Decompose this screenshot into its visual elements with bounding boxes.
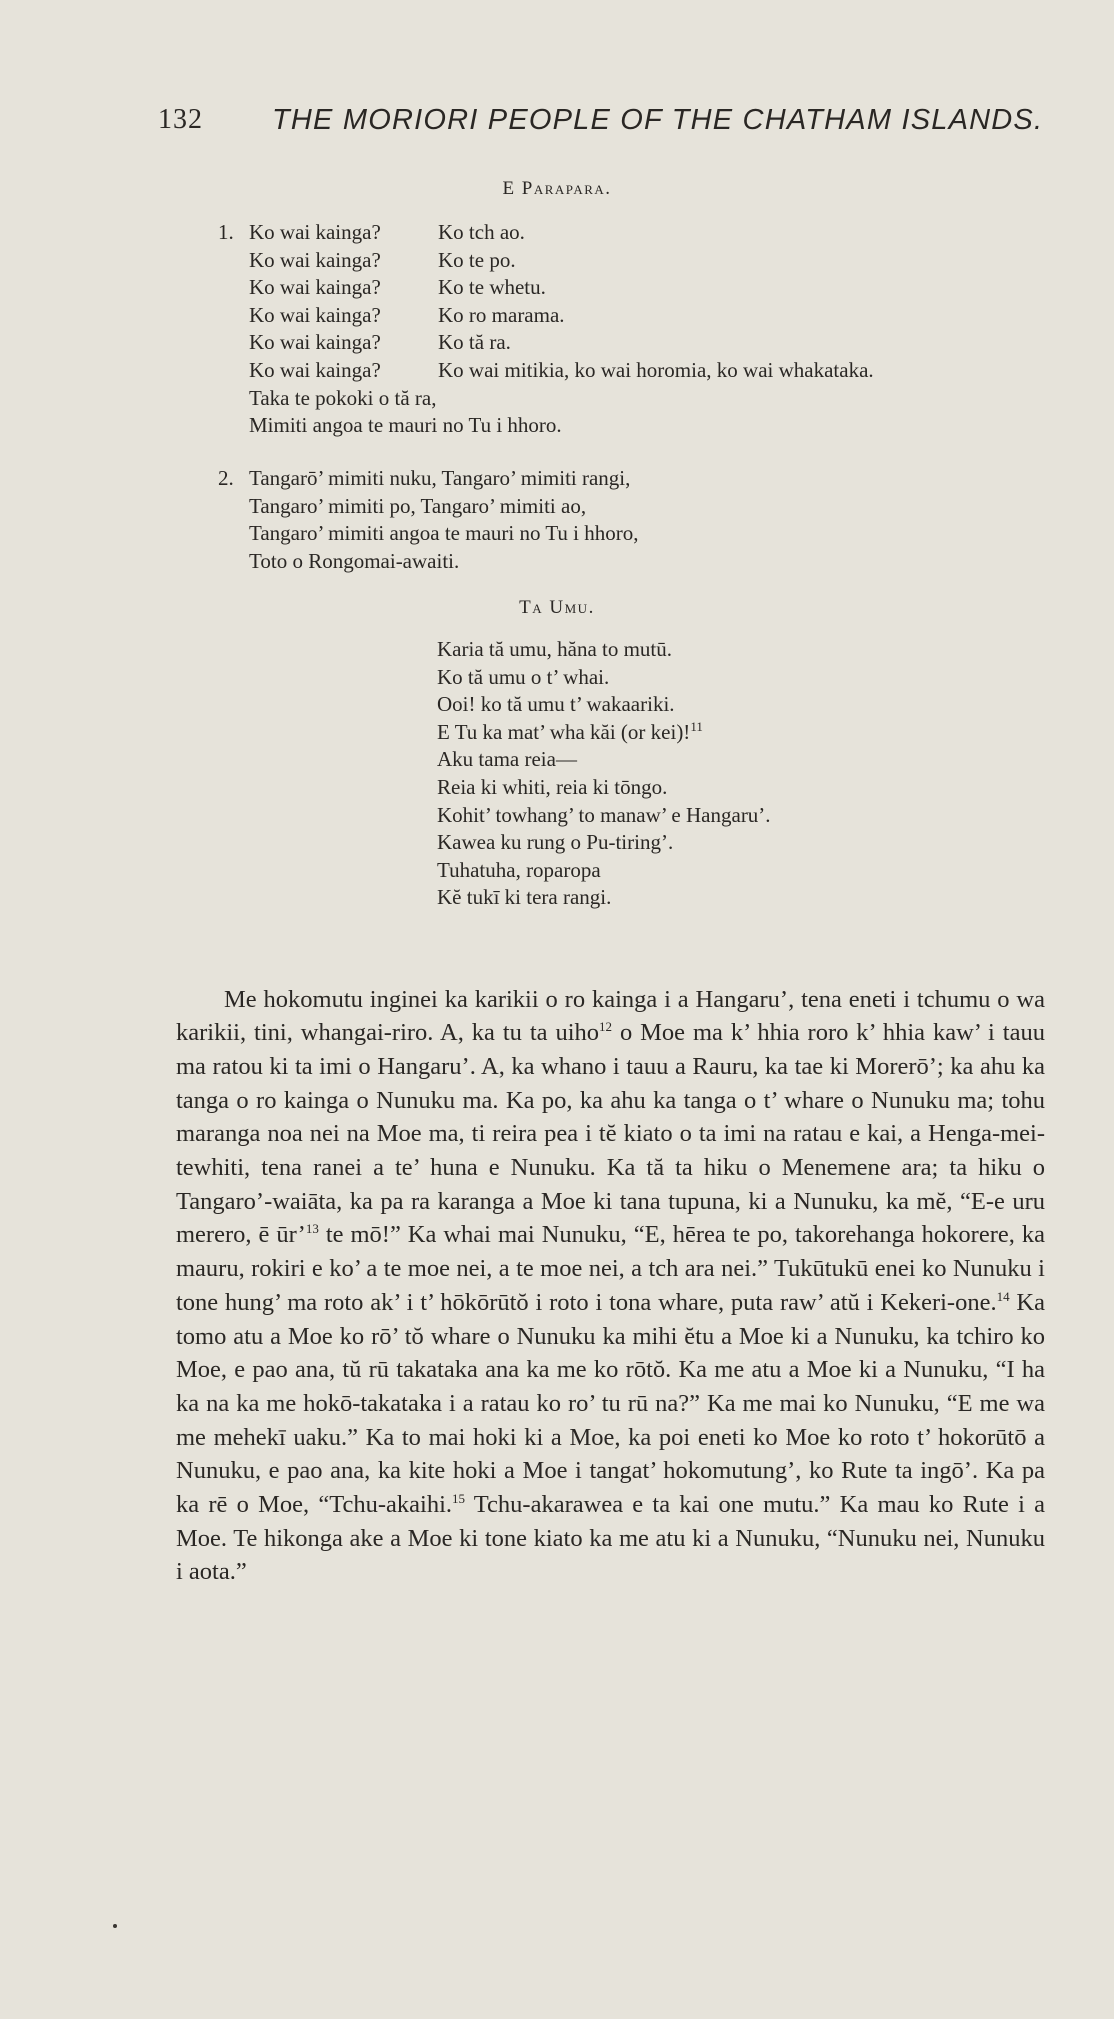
verse-text: Tangaro’ mimiti angoa te mauri no Tu i hhoro, bbox=[249, 521, 639, 546]
verse-answer: Ko te po. bbox=[438, 247, 516, 272]
verse-text: E Tu ka mat’ wha kăi (or kei)! bbox=[437, 719, 691, 744]
verse-question: Ko wai kainga? bbox=[249, 330, 381, 355]
verse-text: Toto o Rongomai-awaiti. bbox=[249, 548, 460, 573]
verse-line: Aku tama reia— bbox=[437, 747, 577, 772]
prose-text: Me hokomutu inginei ka karikii o ro kainga i a Hangaru’, tena eneti i tchumu o wa karikii, tini, whangai-riro. A, ka tu ta uiho bbox=[176, 985, 1045, 1047]
verse-line bbox=[218, 329, 874, 357]
footnote-ref: 13 bbox=[305, 1221, 319, 1237]
chant-ta-umu bbox=[437, 636, 771, 912]
footnote-ref: 12 bbox=[599, 1019, 613, 1035]
prose-text: o Moe ma k’ hhia roro k’ hhia kaw’ i tauu ma ratou ki ta imi o Hangaru’. A, ka whano i tauu a Rauru, ka tae ki Morerō’; ka ahu ka tanga o ro kainga o Nunuku ma. Ka po, ka ahu ka tanga o t’ whare o Nunuku ma; tohu maranga noa nei na Moe ma, ti reira pea i tĕ kiato o ta imi na ratau e kai, a Henga-mei-tewhiti, tena ranei a te’ huna e Nunuku. Ka tă ta hiku o Menemene ara; ta hiku o Tangaro’-waiāta, ka pa ra karanga a Moe ki tana tupuna, ki a Nunuku, ka mĕ, “E-e uru merero, ē ūr’ bbox=[176, 1019, 1045, 1249]
verse-line: Ooi! ko tă umu t’ wakaariki. bbox=[437, 692, 675, 717]
verse-question: Ko wai kainga? bbox=[249, 302, 381, 327]
verse-line bbox=[218, 465, 639, 493]
verse-line bbox=[218, 219, 874, 247]
prose-text: Ka tomo atu a Moe ko rō’ tŏ whare o Nunuku ka mihi ĕtu a Moe ki a Nunuku, ka tchiro ko Moe, e pao ana, tŭ rū takataka ana ka me ko rōtŏ. Ka me atu a Moe ki a Nunuku, “I ha ka na ka me hokō-takataka i a ratau ko ro’ tu rū na?” Ka me mai ko Nunuku, “E me wa me mehekī uaku.” Ka to mai hoki ki a Moe, ka poi eneti ko Moe ko roto t’ hokorūtō a Nunuku, e pao ana, ka kite hoki a Moe i tangat’ hokomutung’, ko Rute ta ingō’. Ka pa ka rē o Moe, “Tchu-akaihi. bbox=[176, 1288, 1045, 1519]
verse-line bbox=[437, 719, 771, 747]
verse-line: Karia tă umu, hăna to mutū. bbox=[437, 637, 673, 661]
verse-line: Reia ki whiti, reia ki tōngo. bbox=[437, 774, 668, 799]
chant-title-e-parapara bbox=[0, 178, 1114, 200]
verse-text: Tangaro’ mimiti po, Tangaro’ mimiti ao, bbox=[249, 493, 587, 518]
chant-title-text: E Parapara. bbox=[502, 178, 612, 199]
prose-paragraph bbox=[176, 983, 1045, 1590]
verse-answer: Ko tă ra. bbox=[438, 330, 511, 355]
verse-line: Tuhatuha, roparopa bbox=[437, 857, 601, 882]
verse-line bbox=[218, 520, 639, 548]
verse-answer: Ko tch ao. bbox=[438, 220, 525, 244]
verse-line bbox=[218, 274, 874, 302]
page-number: 132 bbox=[158, 104, 203, 135]
verse-question: Ko wai kainga? bbox=[249, 220, 381, 244]
verse-question: Ko wai kainga? bbox=[249, 357, 381, 382]
verse-text: Mimiti angoa te mauri no Tu i hhoro. bbox=[249, 413, 562, 438]
footnote-ref: 15 bbox=[452, 1490, 466, 1506]
verse-line: Kĕ tukī ki tera rangi. bbox=[437, 885, 612, 910]
verse-line bbox=[218, 357, 874, 385]
verse-question: Ko wai kainga? bbox=[249, 247, 381, 272]
chant-title-ta-umu bbox=[0, 597, 1114, 619]
verse-text: Tangarō’ mimiti nuku, Tangaro’ mimiti rangi, bbox=[249, 466, 631, 490]
verse-line: Ko tă umu o t’ whai. bbox=[437, 664, 610, 689]
footnote-ref: 14 bbox=[996, 1288, 1010, 1304]
verse-question: Ko wai kainga? bbox=[249, 275, 381, 300]
stanza-number: 2. bbox=[218, 466, 234, 490]
running-head: THE MORIORI PEOPLE OF THE CHATHAM ISLANDS. bbox=[272, 104, 1044, 136]
prose-text: te mō!” Ka whai mai Nunuku, “E, hērea te po, takorehanga hokorere, ka mauru, rokiri e ko’ a te moe nei, a te moe nei, a tch ara nei.” Tukūtukū enei ko Nunuku i tone hung’ ma roto ak’ i t’ hōkōrūtŏ i roto i tona whare, puta raw’ atŭ i Kekeri-one. bbox=[176, 1221, 1045, 1316]
verse-text: Taka te pokoki o tă ra, bbox=[249, 385, 437, 410]
verse-line: Kohit’ towhang’ to manaw’ e Hangaru’. bbox=[437, 802, 771, 827]
verse-line: Kawea ku rung o Pu-tiring’. bbox=[437, 830, 674, 855]
footnote-ref: 11 bbox=[690, 718, 703, 734]
verse-line bbox=[218, 385, 874, 413]
verse-line bbox=[218, 412, 874, 440]
stanza-2 bbox=[218, 465, 639, 575]
verse-answer: Ko te whetu. bbox=[438, 275, 546, 300]
verse-line bbox=[218, 302, 874, 330]
stanza-number: 1. bbox=[218, 220, 234, 244]
prose-text: Tchu-akarawea e ta kai one mutu.” Ka mau ko Rute i a Moe. Te hikonga ake a Moe ki tone kiato ka me atu ki a Nunuku, “Nunuku nei, Nunuku i aota.” bbox=[176, 1491, 1046, 1586]
verse-line bbox=[218, 548, 639, 576]
ink-spot bbox=[113, 1924, 117, 1928]
verse-answer: Ko wai mitikia, ko wai horomia, ko wai whakataka. bbox=[438, 357, 874, 382]
stanza-1 bbox=[218, 219, 874, 440]
chant-title-text: Ta Umu. bbox=[519, 597, 595, 618]
verse-line bbox=[218, 247, 874, 275]
verse-line bbox=[218, 493, 639, 521]
verse-answer: Ko ro marama. bbox=[438, 302, 565, 327]
